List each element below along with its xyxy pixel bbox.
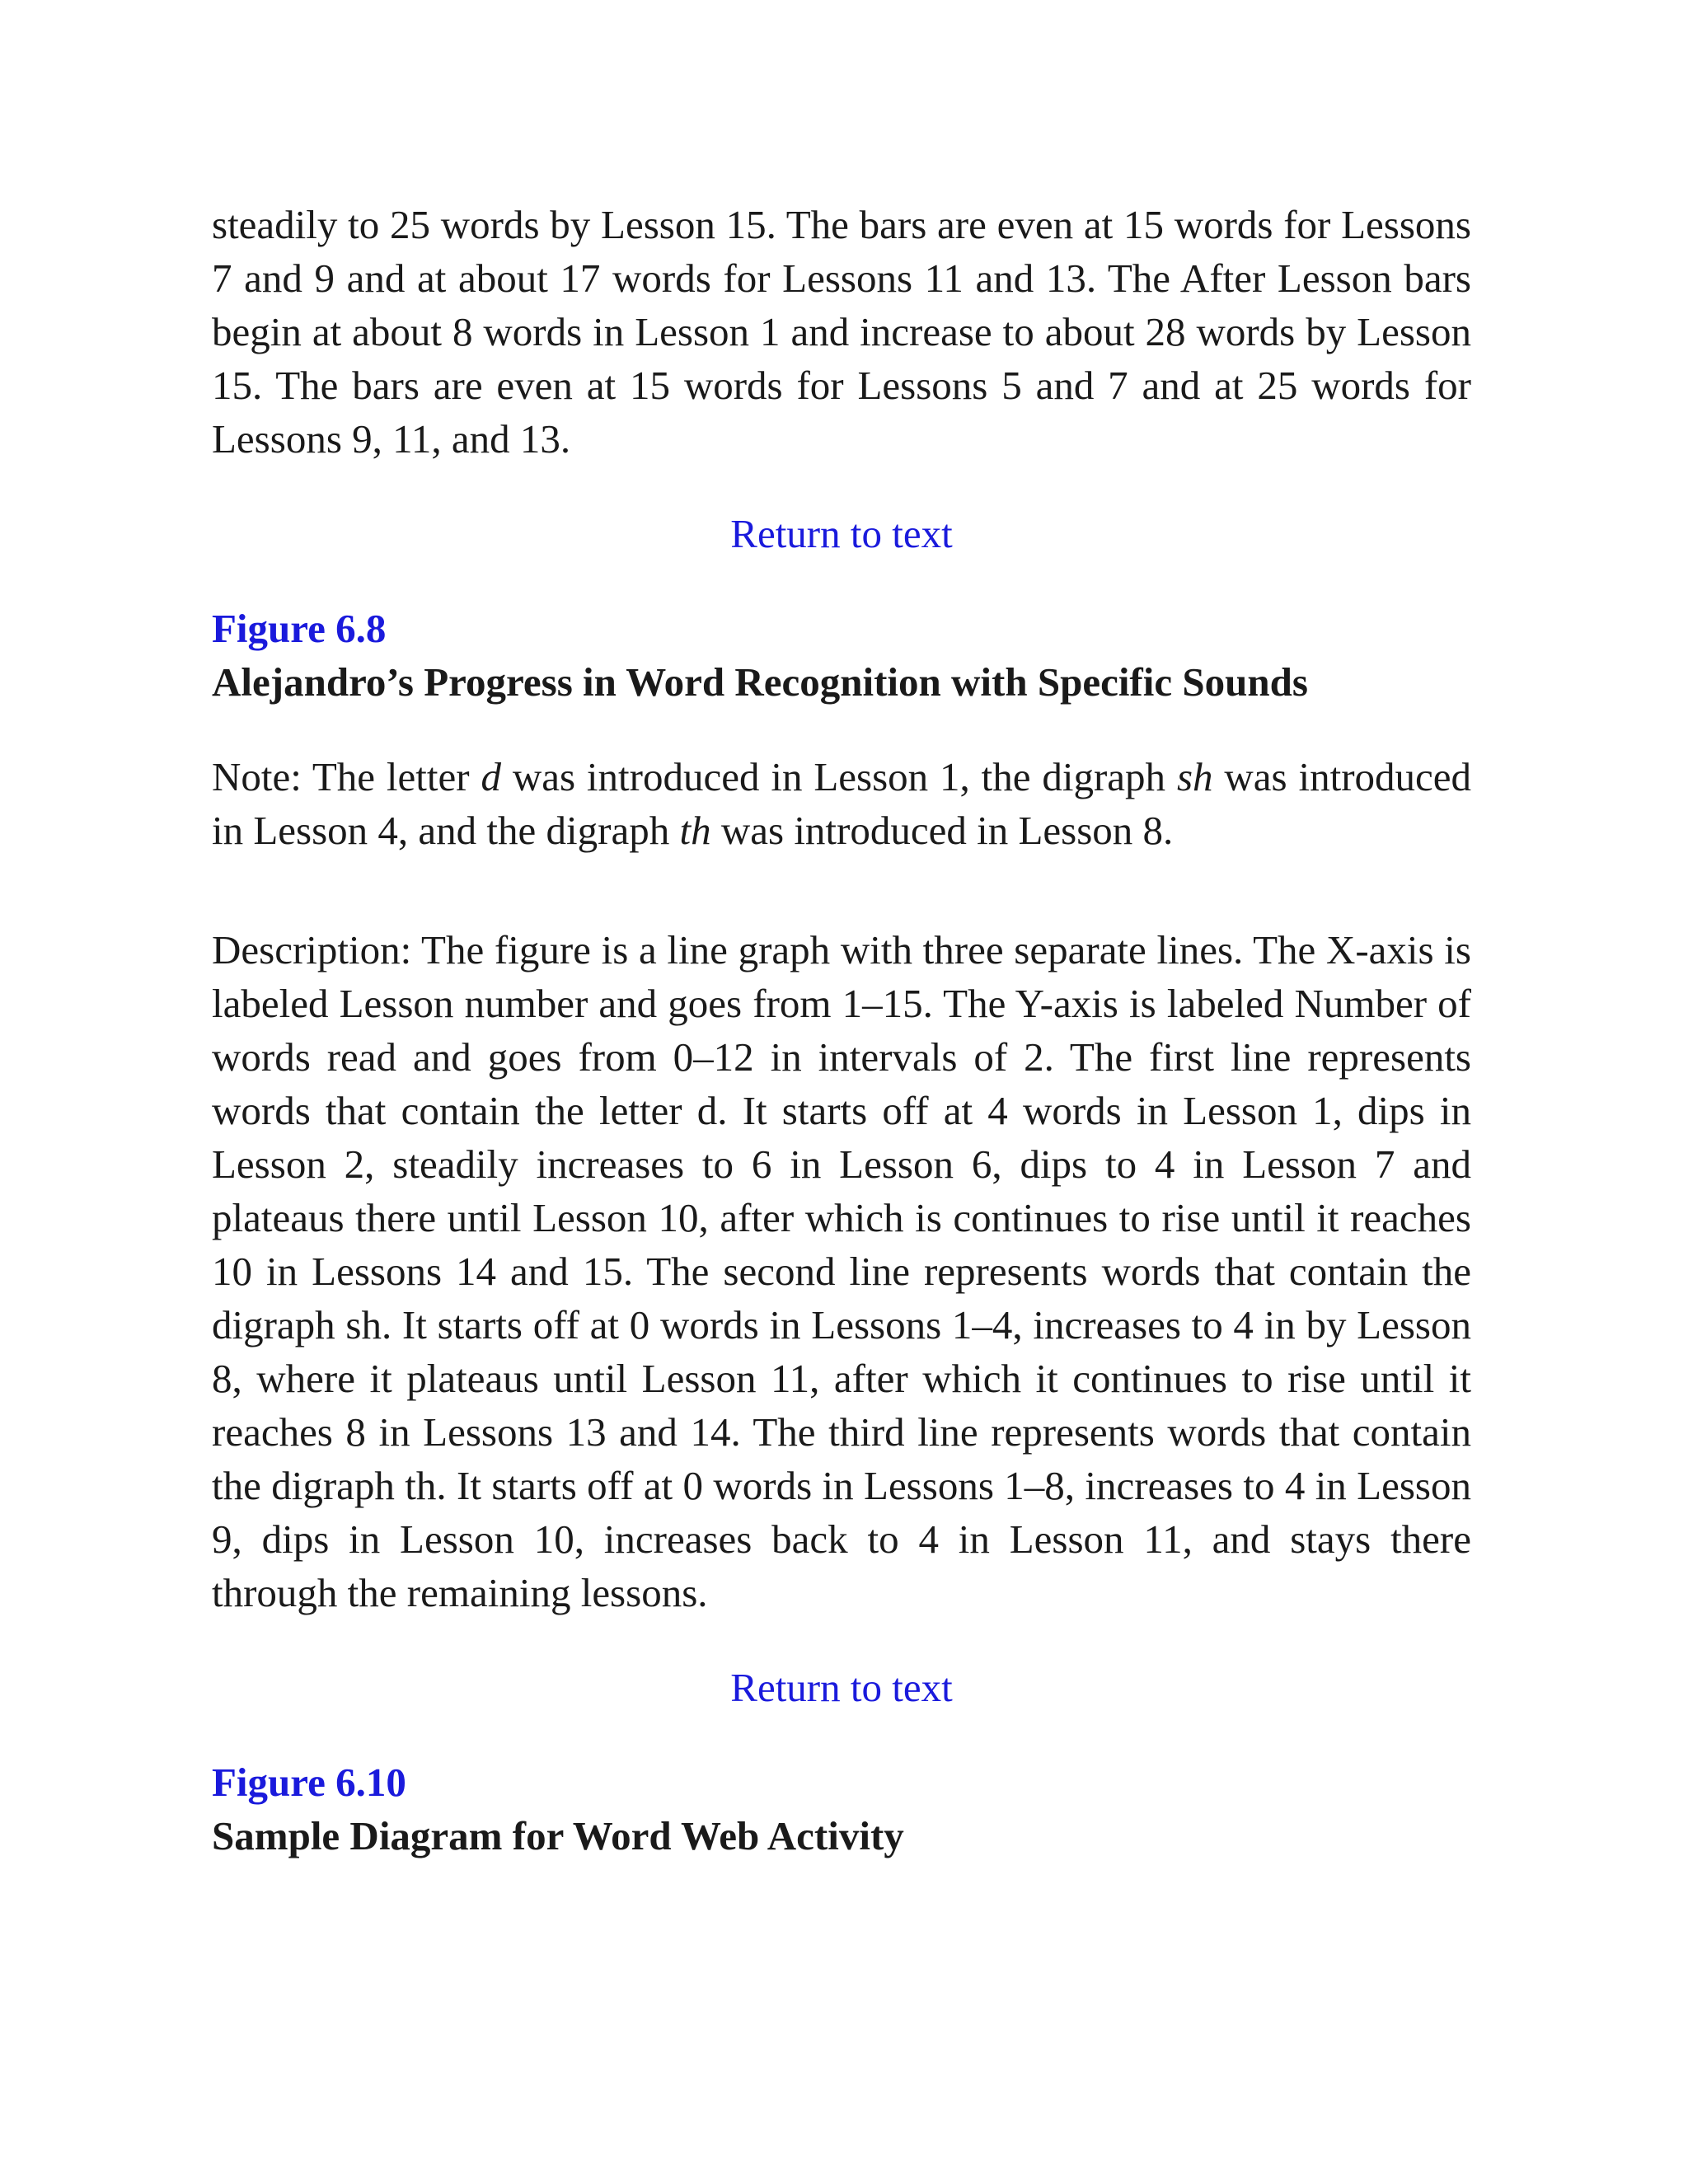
return-to-text-link[interactable]: Return to text	[730, 511, 953, 556]
figure-6-8-title: Alejandro’s Progress in Word Recognition with Specific Sounds	[212, 659, 1308, 705]
intro-paragraph: steadily to 25 words by Lesson 15. The bars are even at 15 words for Lessons 7 and 9 and at about 17 words for Lessons 11 and 13. The After Lesson bars begin at about 8 words in Lesson 1 and increase to about 28 words by Lesson 15. The bars are even at 15 words for Lessons 5 and 7 and at 25 words for Lessons 9, 11, and 13.	[212, 202, 1471, 462]
figure-6-8-description: Description: The figure is a line graph with three separate lines. The X-axis is labeled Lesson number and goes from 1–15. The Y-axis is labeled Number of words read and goes from 0–12 in intervals of 2. The first line represents words that contain the letter d. It starts off at 4 words in Lesson 1, dips in Lesson 2, steadily increases to 6 in Lesson 6, dips to 4 in Lesson 7 and plateaus there until Lesson 10, after which is continues to rise until it reaches 10 in Lessons 14 and 15. The second line represents words that contain the digraph sh. It starts off at 0 words in Lessons 1–4, increases to 4 in by Lesson 8, where it plateaus until Lesson 11, after which it continues to rise until it reaches 8 in Lessons 13 and 14. The third line represents words that contain the digraph th. It starts off at 0 words in Lessons 1–8, increases to 4 in Lesson 9, dips in Lesson 10, increases back to 4 in Lesson 11, and stays there through the remaining lessons.	[212, 927, 1471, 1615]
figure-6-10-label[interactable]: Figure 6.10	[212, 1760, 406, 1805]
note-text: Note: The letter	[212, 754, 481, 799]
figure-6-10-title: Sample Diagram for Word Web Activity	[212, 1813, 904, 1858]
note-text: was introduced in Lesson 1, the digraph	[500, 754, 1177, 799]
note-text: was introduced in Lesson 8.	[710, 808, 1174, 853]
document-page	[212, 198, 1471, 1863]
figure-6-8-label[interactable]: Figure 6.8	[212, 606, 387, 651]
note-text: was introduced in Lesson 4, and the digraph	[212, 754, 1472, 853]
figure-6-8-note	[212, 750, 1471, 857]
return-to-text-link[interactable]: Return to text	[730, 1665, 953, 1710]
note-digraph-sh: sh	[1176, 754, 1213, 799]
note-letter-d: d	[481, 754, 501, 799]
note-digraph-th: th	[679, 808, 711, 853]
